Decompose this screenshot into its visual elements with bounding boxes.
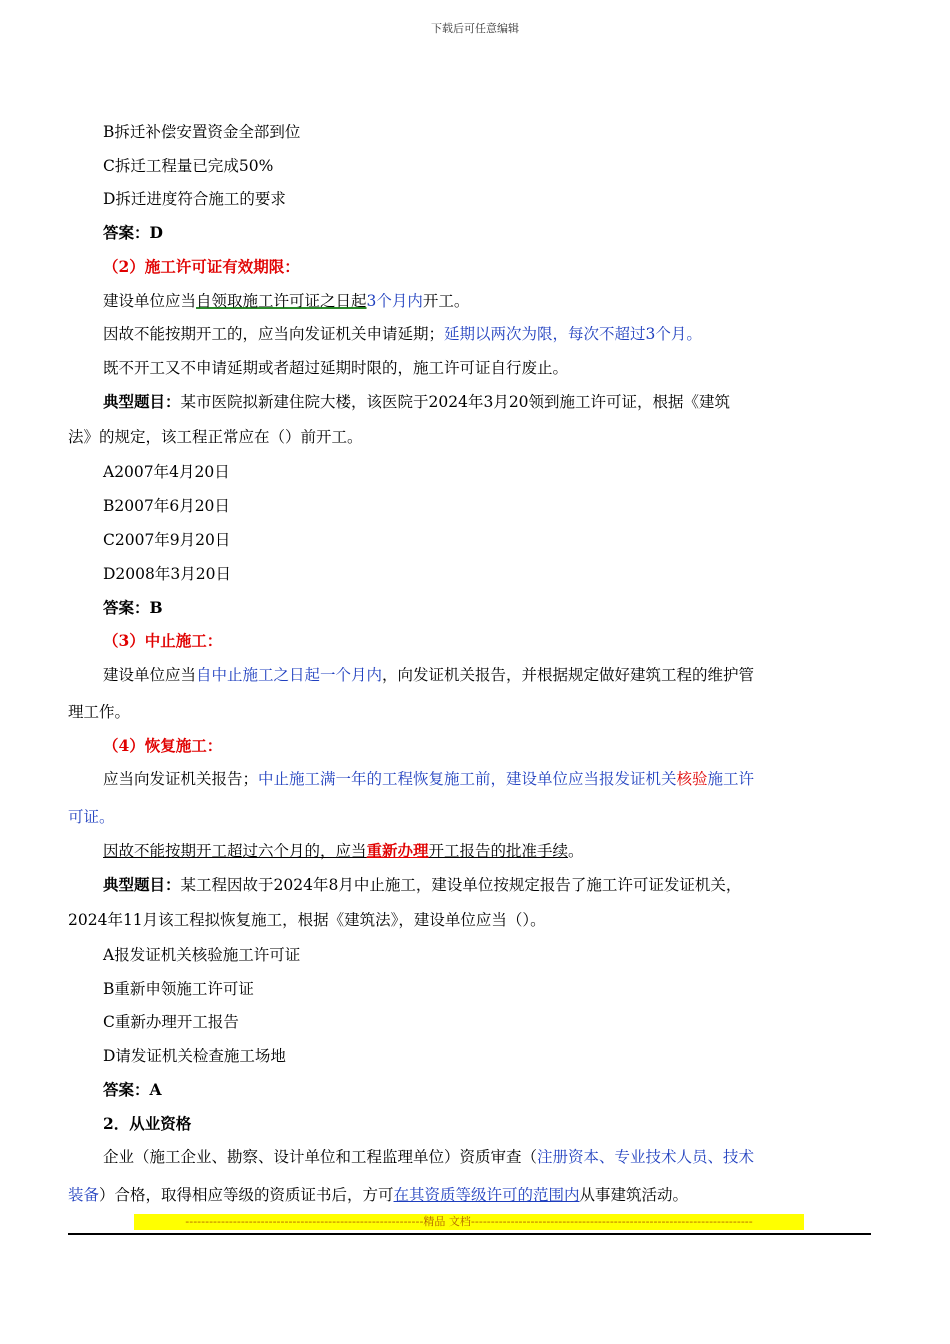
question-1-line-1: [103, 391, 730, 413]
question-2-line-2: 2024年11月该工程拟恢复施工，根据《建筑法》，建设单位应当（）。: [68, 911, 546, 929]
underlined-phrase: 开工报告的批准手续: [428, 842, 569, 860]
question-1-option-b: B2007年6月20日: [103, 497, 230, 515]
option-d: D拆迁进度符合施工的要求: [103, 190, 286, 208]
text-span: 建设单位应当: [103, 292, 197, 310]
section-4-para-3: [103, 840, 584, 862]
text-span: 企业（施工企业、勘察、设计单位和工程监理单位）资质审查（: [103, 1148, 538, 1166]
section-2-para-1: [103, 290, 469, 312]
question-2-line-1: [103, 874, 741, 896]
qualification-para-2: [68, 1184, 688, 1206]
underlined-phrase: 自领取施工许可证之日起: [196, 292, 367, 310]
emphasis-phrase: 重新办理: [366, 841, 429, 860]
text-span: 开工。: [422, 292, 470, 310]
answer-2: 答案：B: [103, 598, 163, 617]
section-4-para-1: [103, 768, 754, 790]
section-heading-qualification: 2．从业资格: [103, 1114, 192, 1133]
question-label: 典型题目：: [103, 875, 181, 894]
text-span: 某市医院拟新建住院大楼，该医院于2024年3月20领到施工许可证，根据《建筑: [180, 393, 731, 411]
section-4-title: （4）恢复施工：: [103, 736, 223, 755]
qualification-para-1: [103, 1146, 754, 1168]
question-2-option-a: A报发证机关核验施工许可证: [103, 946, 301, 964]
underlined-phrase: 在其资质等级许可的范围内: [393, 1186, 580, 1204]
section-2-para-2: [103, 323, 702, 345]
option-c: C拆迁工程量已完成50%: [103, 157, 274, 175]
text-span: ）合格，取得相应等级的资质证书后，方可: [99, 1186, 394, 1204]
section-3-para-2: 理工作。: [68, 703, 131, 721]
text-span: 应当向发证机关报告；: [103, 770, 259, 788]
section-2-para-3: 既不开工又不申请延期或者超过延期时限的，施工许可证自行废止。: [103, 359, 569, 377]
text-span: 。: [568, 842, 584, 860]
question-1-option-c: C2007年9月20日: [103, 531, 231, 549]
question-1-option-a: A2007年4月20日: [103, 463, 230, 481]
answer-1: 答案：D: [103, 223, 163, 242]
answer-3: 答案：A: [103, 1080, 162, 1099]
option-b: B拆迁补偿安置资金全部到位: [103, 123, 301, 141]
underlined-phrase: 因故不能按期开工超过六个月的，应当: [103, 842, 367, 860]
question-2-option-c: C重新办理开工报告: [103, 1013, 239, 1031]
page-header: 下载后可任意编辑: [431, 22, 519, 35]
section-3-para-1: [103, 664, 754, 686]
text-span: ，向发证机关报告，并根据规定做好建筑工程的维护管: [382, 666, 755, 684]
question-1-option-d: D2008年3月20日: [103, 565, 231, 583]
highlight-phrase: 延期以两次为限，每次不超过3个月。: [444, 325, 702, 343]
footer-divider: [68, 1233, 871, 1235]
highlight-phrase: 自中止施工之日起一个月内: [196, 666, 383, 684]
question-label: 典型题目：: [103, 392, 181, 411]
text-span: 某工程因故于2024年8月中止施工，建设单位按规定报告了施工许可证发证机关，: [180, 876, 742, 894]
footer-banner: ------------------------------------------------------------精品 文档-----------------------------------------------------------------------: [134, 1214, 804, 1230]
highlight-phrase: 中止施工满一年的工程恢复施工前，建设单位应当报发证机关: [258, 770, 677, 788]
section-2-title: （2）施工许可证有效期限：: [103, 257, 300, 276]
highlight-phrase: 装备: [68, 1186, 100, 1204]
section-3-title: （3）中止施工：: [103, 631, 223, 650]
question-2-option-b: B重新申领施工许可证: [103, 980, 254, 998]
section-4-para-2: 可证。: [68, 808, 115, 826]
text-span: 从事建筑活动。: [579, 1186, 689, 1204]
highlight-phrase: 注册资本、专业技术人员、技术: [537, 1148, 755, 1166]
text-span: 建设单位应当: [103, 666, 197, 684]
highlight-phrase: 施工许: [707, 770, 755, 788]
text-span: 因故不能按期开工的，应当向发证机关申请延期；: [103, 325, 445, 343]
question-1-line-2: 法》的规定，该工程正常应在（）前开工。: [68, 428, 363, 446]
highlight-phrase: 3个月内: [366, 292, 423, 310]
question-2-option-d: D请发证机关检查施工场地: [103, 1047, 286, 1065]
highlight-word: 核验: [676, 770, 708, 788]
